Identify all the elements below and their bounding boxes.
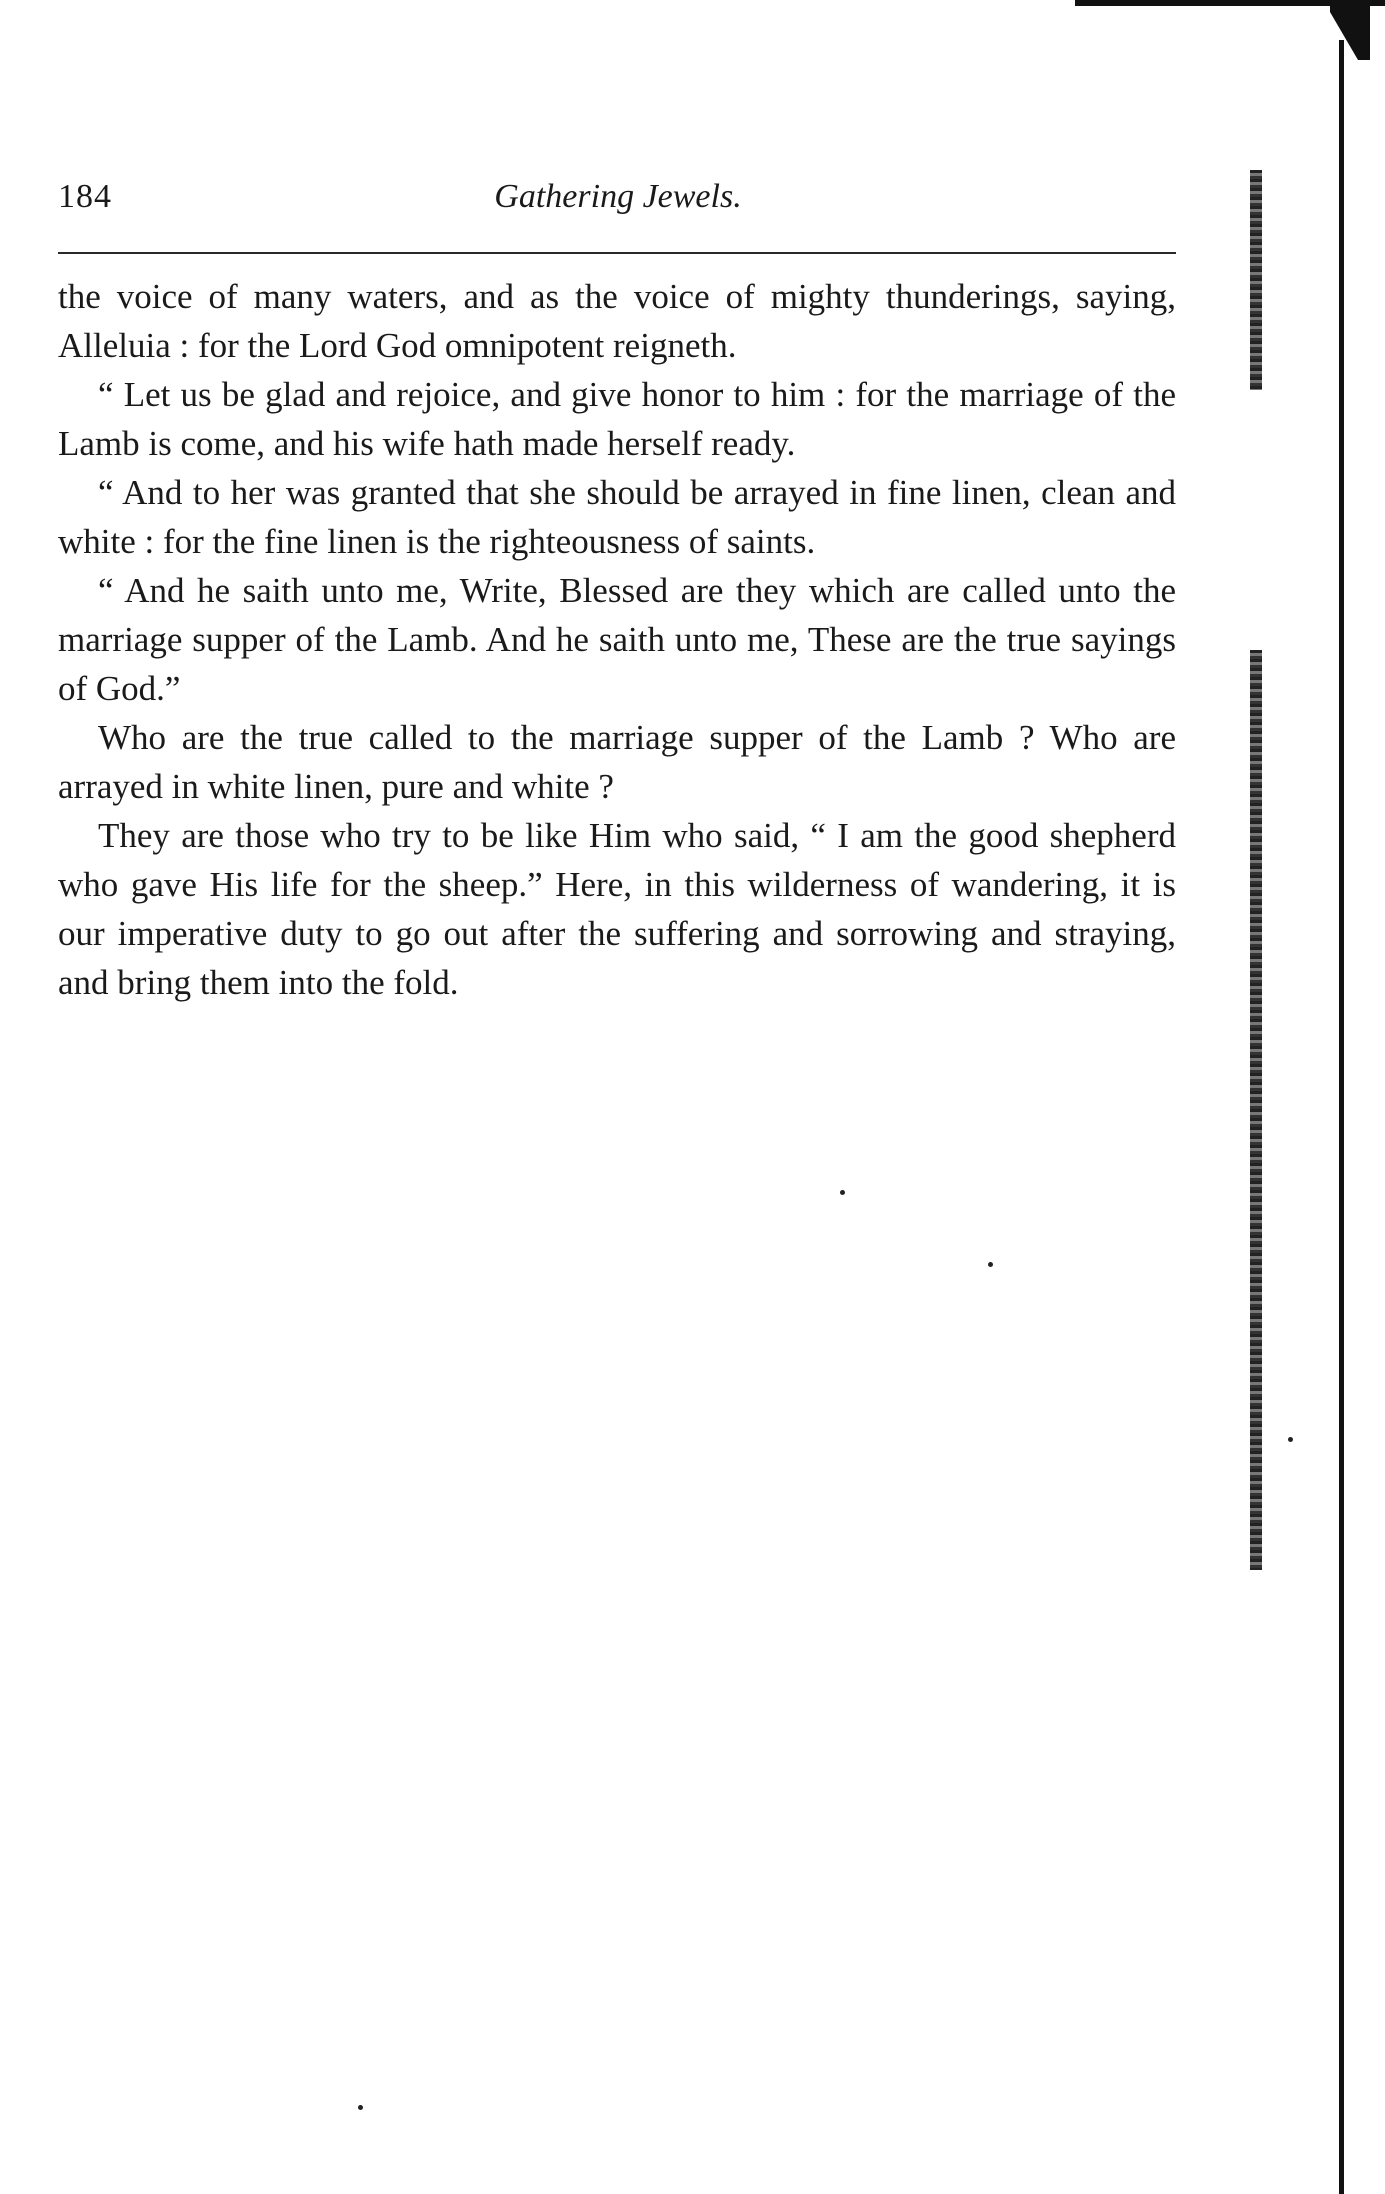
scan-speck (1288, 1437, 1293, 1442)
body-text (58, 272, 1176, 1007)
paragraph: “ Let us be glad and rejoice, and give honor to him : for the marriage of the Lamb is come, and his wife hath made herself ready. (58, 375, 1176, 463)
header-rule (58, 252, 1176, 254)
running-title: Gathering Jewels. (494, 178, 742, 215)
scan-speck (358, 2105, 363, 2110)
binding-edge-right (1339, 40, 1344, 2194)
binding-edge-corner (1330, 0, 1370, 60)
page-number: 184 (58, 178, 112, 215)
paragraph: Who are the true called to the marriage supper of the Lamb ? Who are arrayed in white linen, pure and white ? (58, 718, 1176, 806)
paragraph: They are those who try to be like Him who said, “ I am the good shepherd who gave His life for the sheep.” Here, in this wilderness of wandering, it is our imperative duty to go out after the suffering and sorrowing and straying, and bring them into the fold. (58, 816, 1176, 1002)
page-header (58, 178, 1178, 230)
scan-speck (840, 1190, 845, 1195)
paragraph: “ And he saith unto me, Write, Blessed are they which are called unto the marriage supper of the Lamb. And he saith unto me, These are the true sayings of God.” (58, 571, 1176, 708)
paragraph: the voice of many waters, and as the voice of mighty thunderings, saying, Alleluia : for the Lord God omnipotent reigneth. (58, 277, 1176, 365)
gutter-shadow (1250, 170, 1262, 390)
scan-speck (988, 1262, 993, 1267)
gutter-shadow (1250, 650, 1262, 1570)
paragraph: “ And to her was granted that she should be arrayed in fine linen, clean and white : for the fine linen is the righteousness of saints. (58, 473, 1176, 561)
